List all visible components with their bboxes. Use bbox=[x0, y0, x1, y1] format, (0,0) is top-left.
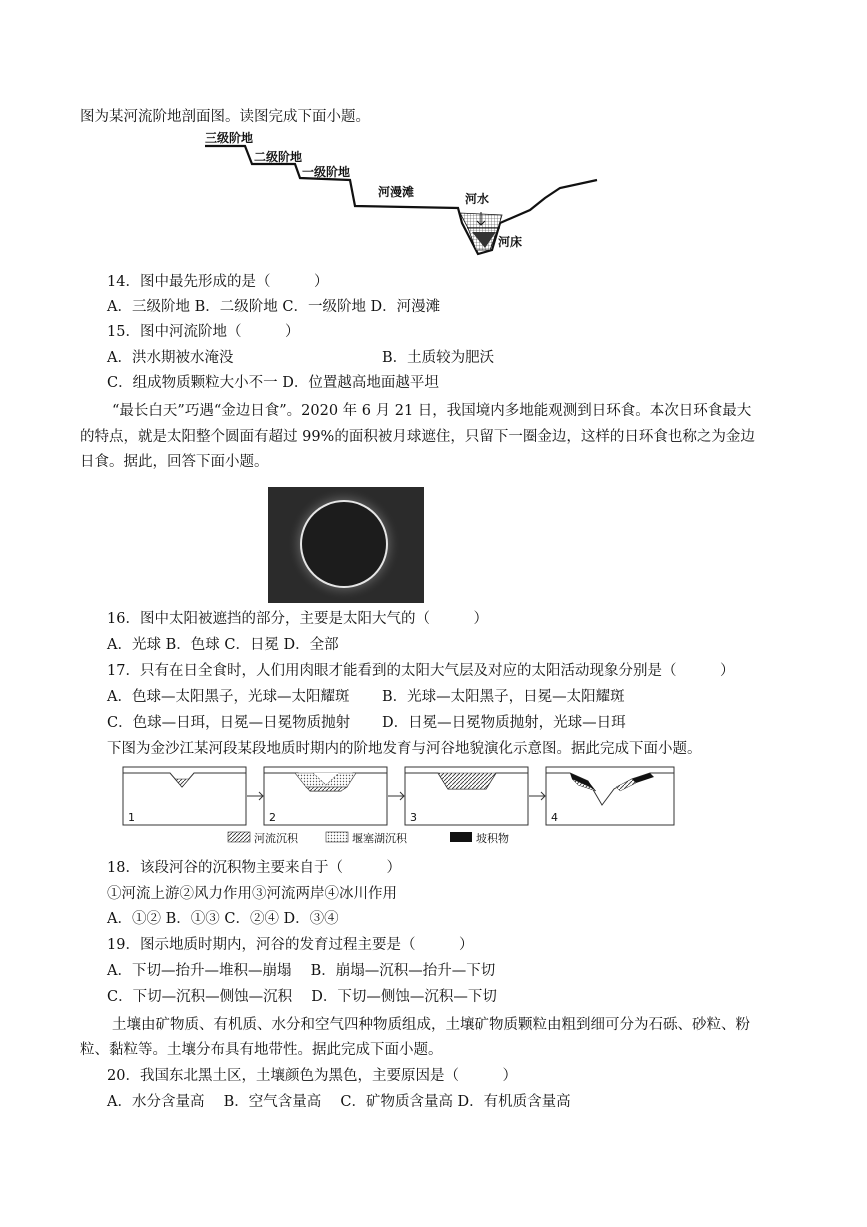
river-terrace-figure bbox=[200, 128, 600, 268]
legend-colluvium: 坡积物 bbox=[476, 832, 509, 845]
q18-stem: 18．该段河谷的沉积物主要来自于（ ） bbox=[107, 860, 401, 876]
eclipse-passage-line3: 日食。据此，回答下面小题。 bbox=[80, 454, 269, 470]
q17-option-b: B．光球—太阳黑子，日冕—太阳耀斑 bbox=[382, 689, 625, 705]
q14-stem: 14．图中最先形成的是（ ） bbox=[107, 274, 329, 290]
terrace-2-label: 二级阶地 bbox=[254, 150, 303, 164]
soil-passage-line1: 土壤由矿物质、有机质、水分和空气四种物质组成，土壤矿物质颗粒由粗到细可分为石砾、砂粒、粉 bbox=[112, 1017, 750, 1033]
q15-options-cd: C．组成物质颗粒大小不一 D．位置越高地面越平坦 bbox=[107, 375, 439, 391]
panel-1-label: 1 bbox=[128, 811, 135, 824]
q17-stem: 17．只有在日全食时，人们用肉眼才能看到的太阳大气层及对应的太阳活动现象分别是（ ） bbox=[107, 663, 735, 679]
q17-option-a: A．色球—太阳黑子，光球—太阳耀斑 bbox=[107, 689, 350, 705]
q19-options-cd: C．下切—沉积—侧蚀—沉积 D．下切—侧蚀—沉积—下切 bbox=[107, 989, 497, 1005]
riverbed-label: 河床 bbox=[498, 235, 523, 249]
panel-3-label: 3 bbox=[410, 811, 417, 824]
q18-choices: ①河流上游②风力作用③河流两岸④冰川作用 bbox=[107, 886, 397, 902]
intro-terrace: 图为某河流阶地剖面图。读图完成下面小题。 bbox=[80, 109, 370, 125]
floodplain-label: 河漫滩 bbox=[378, 185, 415, 199]
eclipse-passage-line2: 的特点，就是太阳整个圆面有超过 99%的面积被月球遮住，只留下一圈金边，这样的日环食也称之为金边 bbox=[80, 429, 755, 445]
terrace-3-label: 三级阶地 bbox=[205, 131, 254, 145]
q15-option-a: A．洪水期被水淹没 bbox=[107, 350, 234, 366]
q15-stem: 15．图中河流阶地（ ） bbox=[107, 324, 300, 340]
q17-option-c: C．色球—日珥，日冕—日冕物质抛射 bbox=[107, 715, 351, 731]
q16-options: A．光球 B．色球 C．日冕 D．全部 bbox=[107, 637, 339, 653]
q18-options: A．①② B．①③ C．②④ D．③④ bbox=[107, 911, 339, 927]
soil-passage-line2: 粒、黏粒等。土壤分布具有地带性。据此完成下面小题。 bbox=[80, 1042, 443, 1058]
q17-option-d: D．日冕—日冕物质抛射，光球—日珥 bbox=[382, 715, 626, 731]
legend-lake-deposit: 堰塞湖沉积 bbox=[352, 832, 407, 845]
q19-options-ab: A．下切—抬升—堆积—崩塌 B．崩塌—沉积—抬升—下切 bbox=[107, 963, 496, 979]
terrace-1-label: 一级阶地 bbox=[302, 165, 351, 179]
panel-2-label: 2 bbox=[269, 811, 276, 824]
q15-option-b: B．土质较为肥沃 bbox=[382, 350, 495, 366]
legend-river-deposit: 河流沉积 bbox=[254, 832, 298, 845]
valley-evolution-figure bbox=[120, 765, 680, 850]
river-water-label: 河水 bbox=[465, 192, 490, 206]
annular-eclipse-photo bbox=[268, 487, 424, 603]
eclipse-passage-line1: “最长白天”巧遇“金边日食”。2020 年 6 月 21 日，我国境内多地能观测到日环食。本次日环食最大 bbox=[112, 403, 752, 419]
q16-stem: 16．图中太阳被遮挡的部分，主要是太阳大气的（ ） bbox=[107, 611, 488, 627]
panel-4-label: 4 bbox=[551, 811, 558, 824]
intro-valley: 下图为金沙江某河段某段地质时期内的阶地发育与河谷地貌演化示意图。据此完成下面小题。 bbox=[107, 741, 702, 757]
q19-stem: 19．图示地质时期内，河谷的发育过程主要是（ ） bbox=[107, 937, 474, 953]
q14-options: A．三级阶地 B．二级阶地 C．一级阶地 D．河漫滩 bbox=[107, 299, 441, 315]
q20-stem: 20．我国东北黑土区，土壤颜色为黑色，主要原因是（ ） bbox=[107, 1068, 517, 1084]
q20-options: A．水分含量高 B．空气含量高 C．矿物质含量高 D．有机质含量高 bbox=[107, 1094, 571, 1110]
